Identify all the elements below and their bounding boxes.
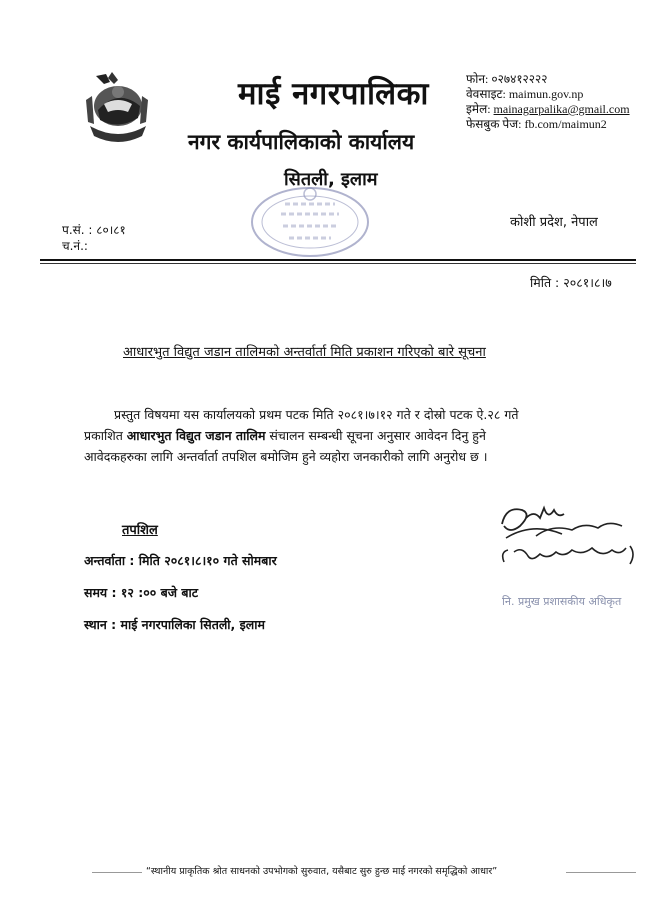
email-row [466, 102, 630, 117]
dispatch-number: च.नं.: [62, 239, 88, 253]
facebook-text: फेसबुक पेज: fb.com/maimun2 [466, 117, 607, 131]
body-line-2-end: संचालन सम्बन्धी सूचना अनुसार आवेदन दिनु हुने [265, 428, 486, 443]
reference-block [62, 222, 126, 254]
header-divider-thin [40, 263, 636, 264]
website-text: वेवसाइट: maimun.gov.np [466, 87, 584, 101]
body-line-3: आवेदकहरुका लागि अन्तर्वार्ता तपशिल बमोजिम हुने व्यहोरा जनकारीको लागि अनुरोध छ । [84, 449, 488, 464]
office-location: सितली, इलाम [284, 169, 378, 190]
body-paragraph [84, 404, 654, 467]
interview-time: समय : १२ :०० बजे बाट [84, 585, 199, 600]
subject-line: आधारभुत विद्युत जडान तालिमको अन्तर्वार्ता मिति प्रकाशन गरिएको बारे सूचना [123, 345, 486, 360]
footer-rule-right [566, 872, 636, 873]
official-stamp [245, 182, 375, 260]
phone-text: फोन: ०२७४१२२२२ [466, 72, 548, 86]
email-label: इमेल: [466, 102, 494, 116]
training-name: आधारभुत विद्युत जडान तालिम [126, 428, 266, 443]
header-divider [40, 259, 636, 261]
emblem-logo [82, 70, 154, 150]
details-heading: तपशिल [122, 523, 158, 538]
signatory-title: नि. प्रमुख प्रशासकीय अधिकृत [502, 595, 622, 608]
contact-block [466, 72, 630, 132]
office-title: माई नगरपालिका [238, 76, 429, 112]
interview-venue: स्थान : माई नगरपालिका सितली, इलाम [84, 617, 265, 632]
office-subtitle: नगर कार्यपालिकाको कार्यालय [188, 130, 415, 154]
interview-date: अन्तर्वाता : मिति २०८१।८।१० गते सोमबार [84, 553, 277, 568]
handwritten-signature [492, 500, 642, 588]
footer-motto: “स्थानीय प्राकृतिक श्रोत साधनको उपभोगको सुरुवात, यसैबाट सुरु हुन्छ माई नगरको समृद्धिको आधार” [146, 866, 498, 877]
body-line-1: प्रस्तुत विषयमा यस कार्यालयको प्रथम पटक मिति २०८१।७।१२ गते र दोस्रो पटक ऐ.२८ गते [114, 407, 519, 422]
footer-rule-left [92, 872, 142, 873]
letter-date: मिति : २०८१।८।७ [530, 275, 612, 290]
body-line-2 [84, 425, 654, 446]
body-line-2-start: प्रकाशित [84, 428, 127, 443]
email-link[interactable]: mainagarpalika@gmail.com [493, 102, 630, 116]
province-text: कोशी प्रदेश, नेपाल [510, 215, 598, 230]
letter-number: प.सं. : ८०।८१ [62, 223, 126, 237]
